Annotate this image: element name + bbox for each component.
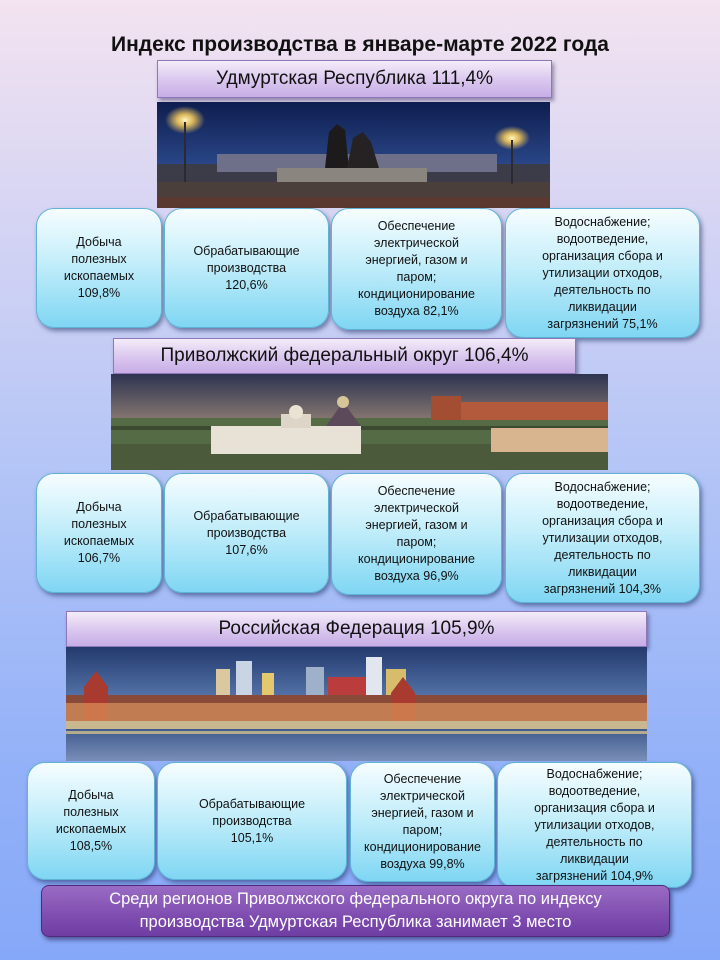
banner-label: Удмуртская Республика 111,4%	[215, 68, 494, 89]
ranking-footer	[41, 885, 670, 937]
card-water-supply: Водоснабжение; водоотведение, организация сбора и утилизации отходов, деятельность по ликвидации загрязнений 104,3%	[505, 473, 700, 603]
ranking-line-1: Среди регионов Приволжского федерального округа по индексу	[109, 890, 602, 908]
banner-udmurt-republic	[157, 60, 552, 98]
card-mining: Добыча полезных ископаемых 108,5%	[27, 762, 155, 880]
page-title: Индекс производства в январе-марте 2022 года	[111, 33, 609, 56]
photo-nizhny-novgorod	[111, 374, 608, 470]
card-mining: Добыча полезных ископаемых 109,8%	[36, 208, 162, 328]
banner-volga-federal-district	[113, 338, 576, 374]
card-energy-supply: Обеспечение электрической энергией, газом и паром; кондиционирование воздуха 99,8%	[350, 762, 495, 882]
card-manufacturing: Обрабатывающие производства 120,6%	[164, 208, 329, 328]
banner-label: Приволжский федеральный округ 106,4%	[160, 345, 529, 366]
card-water-supply: Водоснабжение; водоотведение, организация сбора и утилизации отходов, деятельность по ликвидации загрязнений 104,9%	[497, 762, 692, 888]
card-mining: Добыча полезных ископаемых 106,7%	[36, 473, 162, 593]
card-manufacturing: Обрабатывающие производства 105,1%	[157, 762, 347, 880]
ranking-line-2: производства Удмуртская Республика занимает 3 место	[139, 913, 572, 931]
photo-moscow-kremlin	[66, 647, 647, 761]
card-energy-supply: Обеспечение электрической энергией, газом и паром; кондиционирование воздуха 96,9%	[331, 473, 502, 595]
photo-izhevsk-monument	[157, 102, 550, 208]
banner-russian-federation	[66, 611, 647, 647]
card-water-supply: Водоснабжение; водоотведение, организация сбора и утилизации отходов, деятельность по ликвидации загрязнений 75,1%	[505, 208, 700, 338]
card-energy-supply: Обеспечение электрической энергией, газом и паром; кондиционирование воздуха 82,1%	[331, 208, 502, 330]
banner-label: Российская Федерация 105,9%	[218, 618, 495, 639]
card-manufacturing: Обрабатывающие производства 107,6%	[164, 473, 329, 593]
